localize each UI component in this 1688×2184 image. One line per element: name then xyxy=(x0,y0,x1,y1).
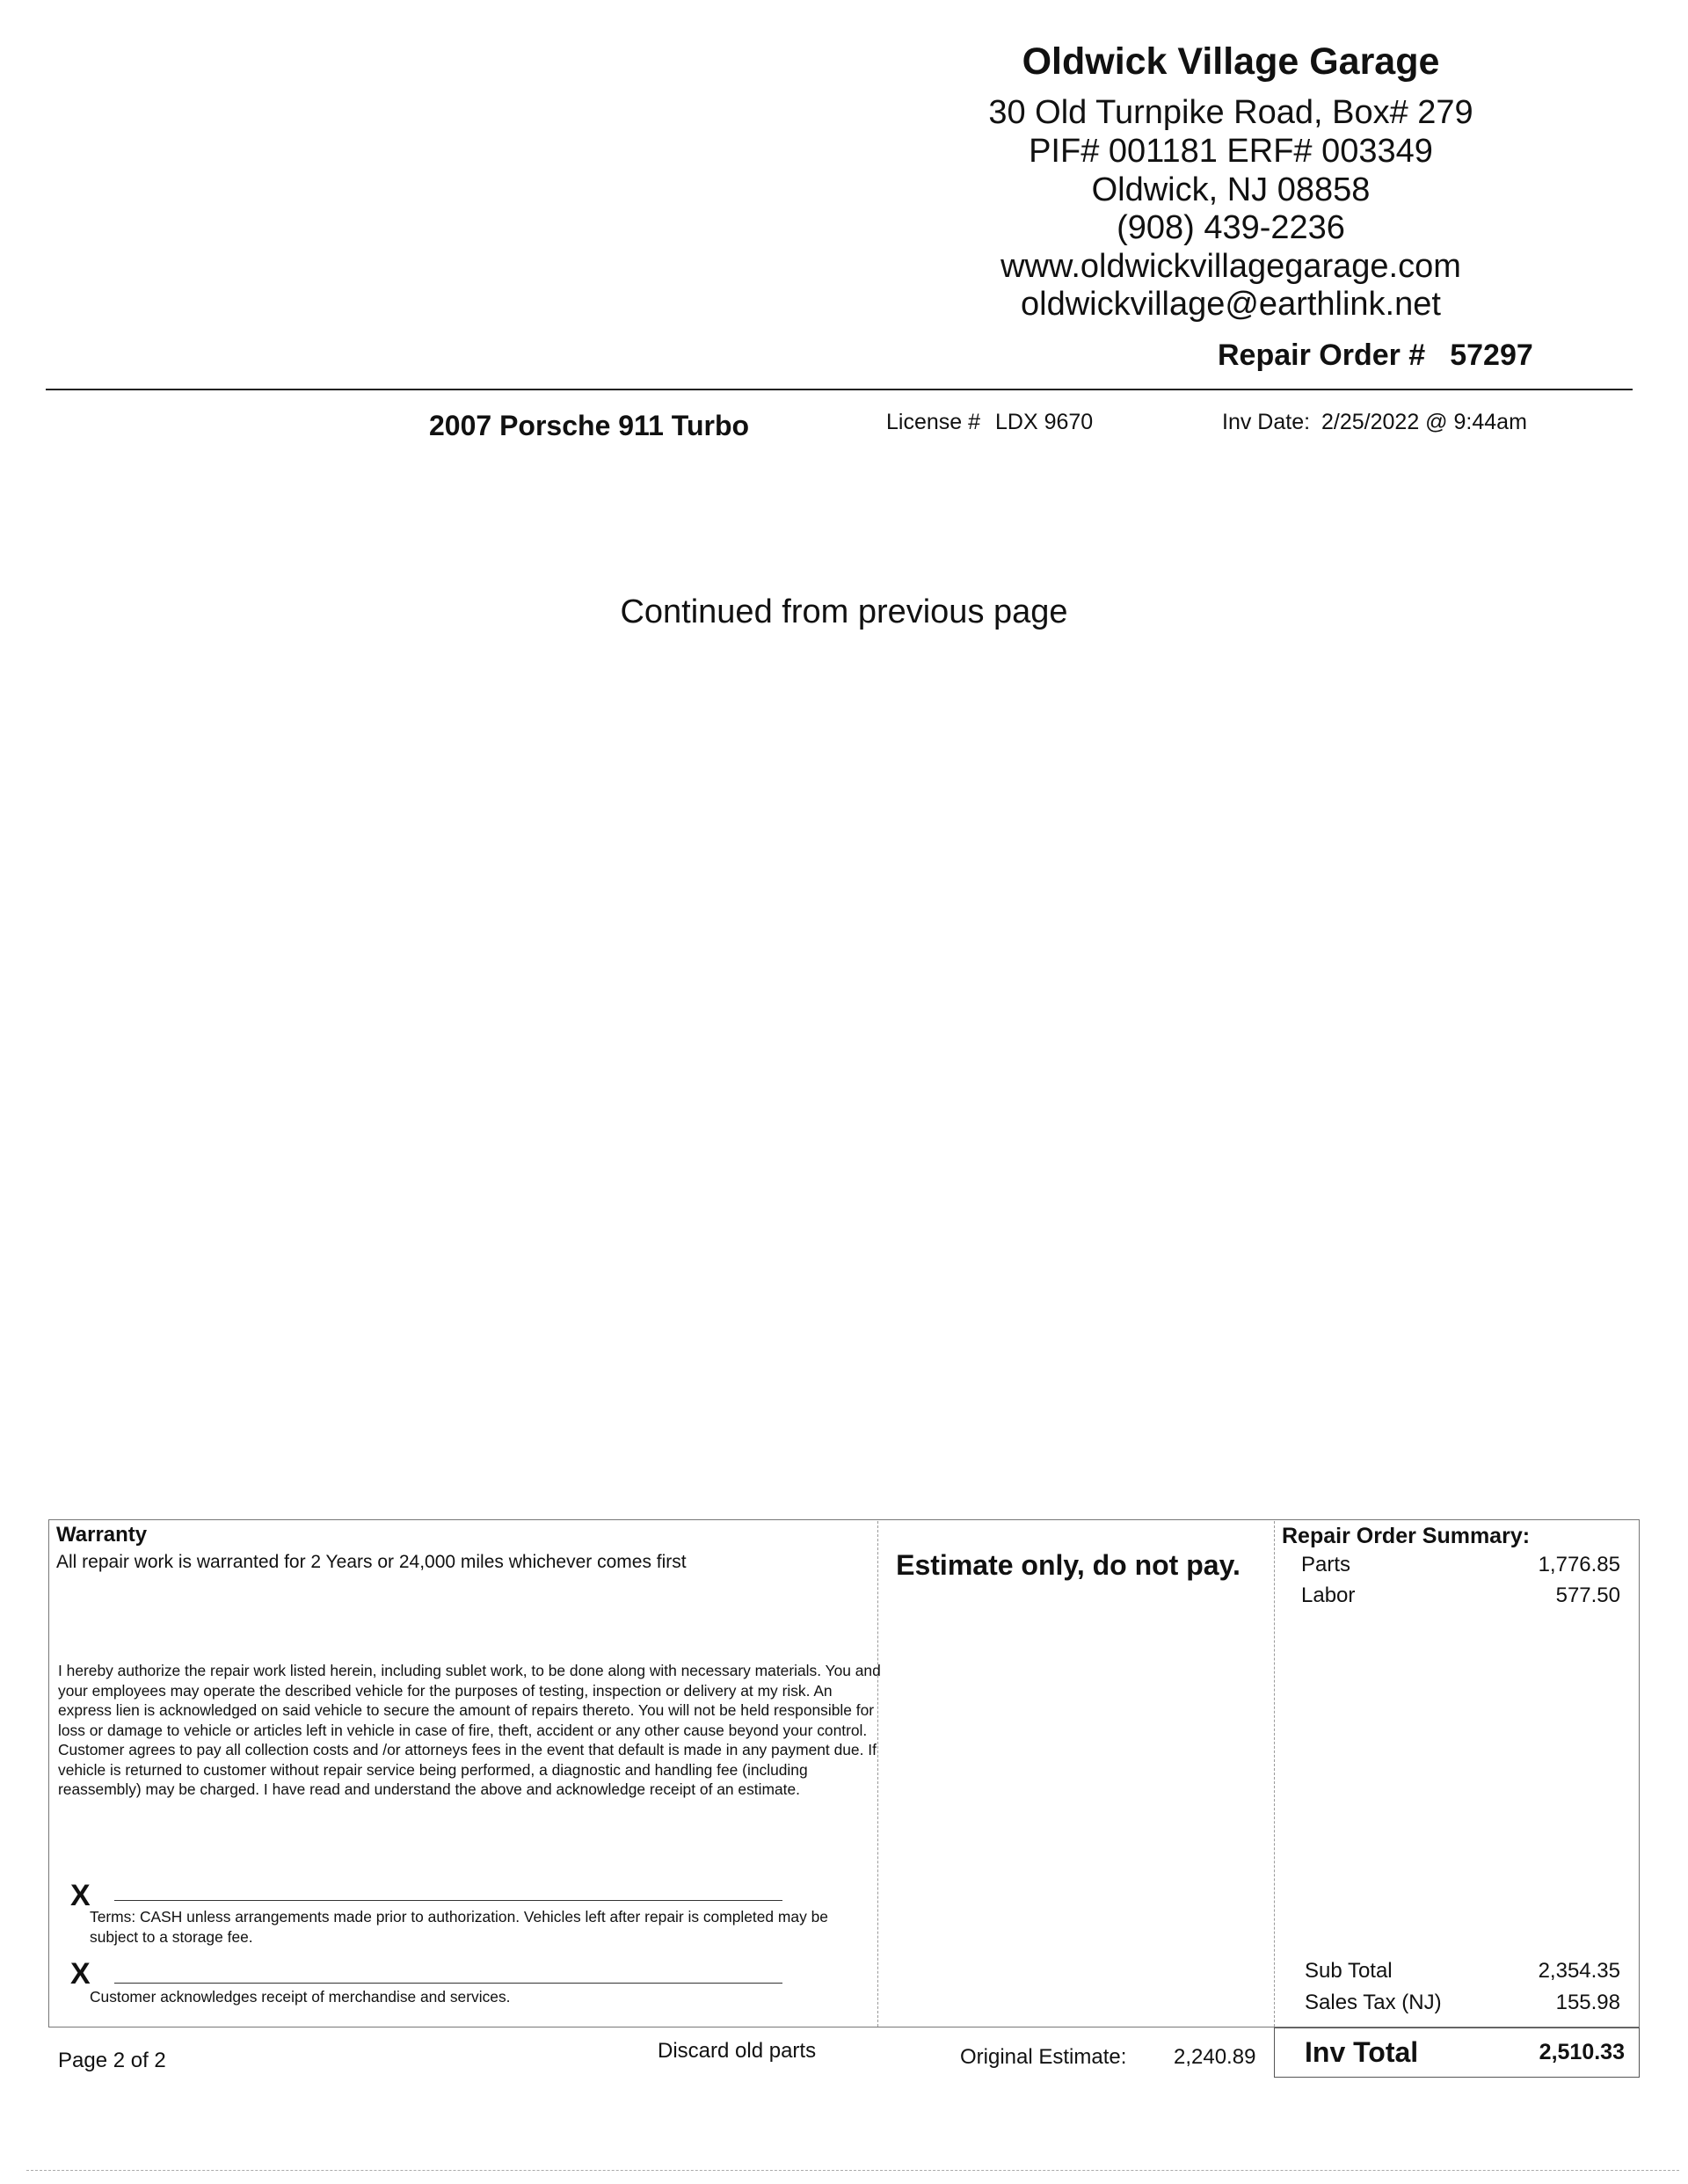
inv-total-value: 2,510.33 xyxy=(1539,2040,1625,2064)
authorization-text: I hereby authorize the repair work listed herein, including sublet work, to be done along with necessary materials. You and your employees may operate the described vehicle for the purposes of testing, inspection or delivery at my risk. An express lien is acknowledged on said vehicle to secure the amount of repairs thereto. You will not be held responsible for loss or damage to vehicle or articles left in vehicle in case of fire, theft, accident or any other cause beyond your control. Customer agrees to pay all collection costs and /or attorneys fees in the event that default is made in any payment due. If vehicle is returned to customer without repair service being performed, a diagnostic and handling fee (including reassembly) may be charged. I have read and understand the above and acknowledge receipt of an estimate. xyxy=(58,1662,881,1798)
inv-date-label: Inv Date: xyxy=(1222,410,1311,434)
parts-label: Parts xyxy=(1301,1553,1351,1576)
inv-total-label: Inv Total xyxy=(1305,2036,1419,2068)
license-value: LDX 9670 xyxy=(994,410,1094,434)
repair-order-number: 57297 xyxy=(1450,339,1533,372)
shop-city: Oldwick, NJ 08858 xyxy=(1091,171,1371,208)
warranty-text: All repair work is warranted for 2 Years or 24,000 miles whichever comes first xyxy=(56,1552,687,1572)
acknowledge-text: Customer acknowledges receipt of merchandise and services. xyxy=(90,1988,511,2006)
original-estimate-label: Original Estimate: xyxy=(960,2045,1127,2069)
shop-ids: PIF# 001181 ERF# 003349 xyxy=(1029,133,1433,170)
vehicle-description: 2007 Porsche 911 Turbo xyxy=(429,410,750,441)
subtotal-value: 2,354.35 xyxy=(1538,1959,1620,1983)
discard-old-parts: Discard old parts xyxy=(658,2039,817,2063)
license xyxy=(886,410,1093,435)
parts-value: 1,776.85 xyxy=(1538,1553,1620,1576)
estimate-note: Estimate only, do not pay. xyxy=(896,1549,1241,1581)
shop-website[interactable]: www.oldwickvillagegarage.com xyxy=(1000,248,1461,285)
shop-address: 30 Old Turnpike Road, Box# 279 xyxy=(988,94,1473,131)
labor-label: Labor xyxy=(1301,1583,1356,1607)
signature-line-receipt[interactable] xyxy=(114,1983,782,1984)
page-bottom-rule xyxy=(26,2170,1679,2171)
terms-text: Terms: CASH unless arrangements made prior to authorization. Vehicles left after repair is completed may be subject to a storage fee. xyxy=(90,1908,828,1946)
warranty-title: Warranty xyxy=(56,1523,148,1547)
labor-value: 577.50 xyxy=(1555,1583,1620,1607)
continued-note: Continued from previous page xyxy=(620,593,1068,630)
inv-date xyxy=(1222,410,1527,435)
sales-tax-value: 155.98 xyxy=(1555,1991,1620,2014)
signature-line-authorization[interactable] xyxy=(114,1900,782,1901)
repair-order xyxy=(1218,339,1533,373)
license-label: License # xyxy=(886,410,981,434)
inv-date-value: 2/25/2022 @ 9:44am xyxy=(1321,410,1527,434)
shop-phone: (908) 439-2236 xyxy=(1117,209,1345,246)
original-estimate-value: 2,240.89 xyxy=(1174,2045,1256,2069)
signature-x-authorization: X xyxy=(70,1879,91,1912)
shop-email[interactable]: oldwickvillage@earthlink.net xyxy=(1021,286,1441,323)
shop-name: Oldwick Village Garage xyxy=(1022,40,1440,83)
subtotal-label: Sub Total xyxy=(1305,1959,1393,1983)
summary-title: Repair Order Summary: xyxy=(1282,1524,1531,1548)
page-number: Page 2 of 2 xyxy=(58,2049,166,2072)
header-divider xyxy=(46,389,1633,390)
sales-tax-label: Sales Tax (NJ) xyxy=(1305,1991,1442,2014)
box-divider-right xyxy=(1274,1521,1275,2027)
repair-order-label: Repair Order # xyxy=(1218,339,1426,372)
signature-x-receipt: X xyxy=(70,1957,91,1991)
